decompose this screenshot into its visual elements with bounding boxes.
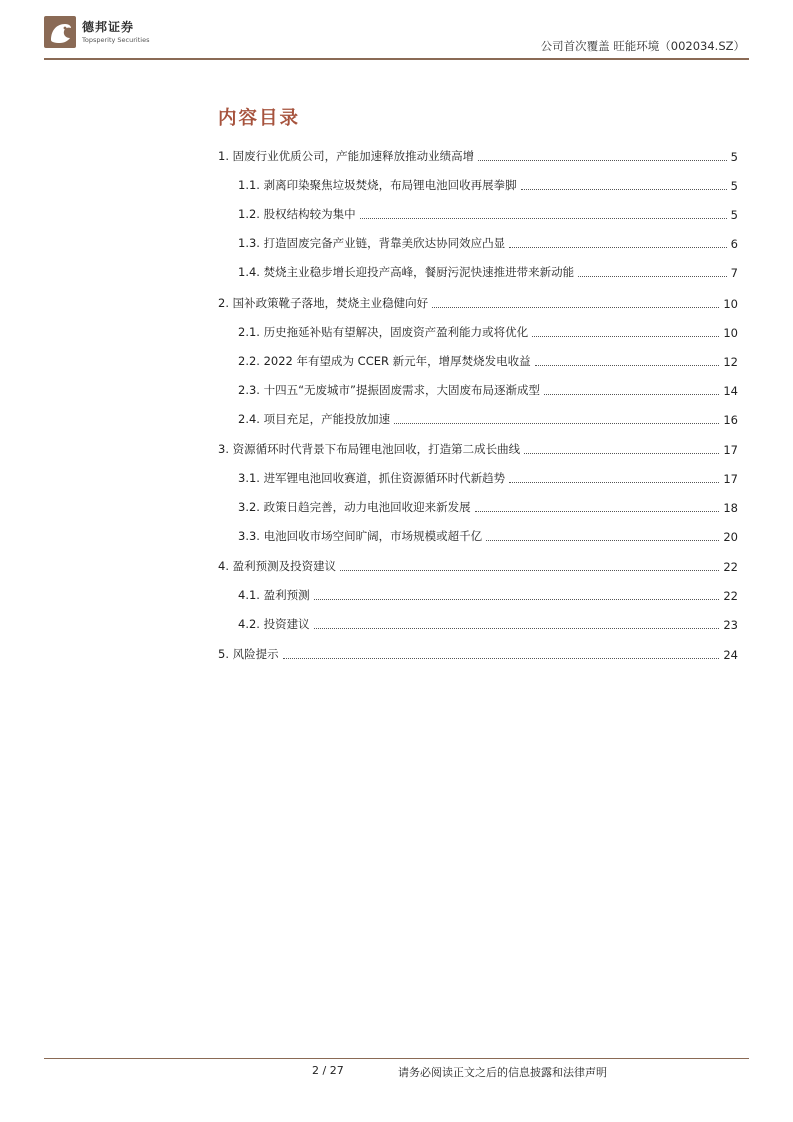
toc-entry-page: 20 [723,530,738,544]
toc-entry[interactable] [238,235,738,251]
toc-entry-page: 16 [723,413,738,427]
toc-leader [524,453,719,454]
toc-entry-page: 23 [723,618,738,632]
toc-leader [532,336,719,337]
toc-leader [521,189,727,190]
toc-entry-page: 22 [723,589,738,603]
toc-entry-label: 3.2. 政策日趋完善，动力电池回收迎来新发展 [238,500,471,514]
toc-entry[interactable] [238,470,738,486]
toc-entry-label: 4.1. 盈利预测 [238,588,310,602]
toc-leader [535,365,720,366]
toc-leader [544,394,719,395]
toc-leader [432,307,719,308]
toc-entry-label: 2.3. 十四五“无废城市”提振固废需求，大固废布局逐渐成型 [238,383,541,397]
toc-entry[interactable] [238,616,738,632]
toc-entry-page: 22 [723,560,738,574]
toc-leader [509,247,727,248]
legal-disclaimer: 请务必阅读正文之后的信息披露和法律声明 [398,1066,607,1079]
toc-entry[interactable] [238,411,738,427]
company-logo [44,16,184,48]
header-divider [44,58,749,60]
report-title: 公司首次覆盖 旺能环境（002034.SZ） [540,39,745,53]
toc-entry[interactable] [218,441,738,457]
toc-entry-page: 24 [723,648,738,662]
toc-entry[interactable] [238,587,738,603]
toc-entry-page: 18 [723,501,738,515]
toc-entry-page: 5 [730,150,738,164]
toc-entry[interactable] [238,264,738,280]
toc-leader [360,218,727,219]
toc-entry-label: 1. 固废行业优质公司，产能加速释放推动业绩高增 [218,149,475,163]
toc-entry-label: 2.2. 2022 年有望成为 CCER 新元年，增厚焚烧发电收益 [238,354,531,368]
toc-entry-page: 14 [723,384,738,398]
toc-leader [283,658,720,659]
toc-entry-page: 6 [730,237,738,251]
toc-entry-label: 1.4. 焚烧主业稳步增长迎投产高峰，餐厨污泥快速推进带来新动能 [238,265,575,279]
toc-entry-label: 2. 国补政策靴子落地，焚烧主业稳健向好 [218,296,429,310]
toc-leader [486,540,719,541]
toc-entry[interactable] [218,148,738,164]
toc-leader [394,423,719,424]
toc-entry-label: 3.3. 电池回收市场空间旷阔，市场规模或超千亿 [238,529,483,543]
toc-leader [314,628,720,629]
toc-entry[interactable] [218,646,738,662]
toc-leader [578,276,727,277]
toc-entry-label: 2.1. 历史拖延补贴有望解决，固废资产盈利能力或将优化 [238,325,529,339]
toc-entry-label: 4. 盈利预测及投资建议 [218,559,337,573]
toc-entry[interactable] [238,499,738,515]
logo-cn-text: 德邦证券 [82,20,135,34]
toc-entry[interactable] [238,206,738,222]
toc-entry-page: 10 [723,297,738,311]
logo-mark-icon [44,16,76,48]
toc-entry-page: 17 [723,472,738,486]
toc-entry-label: 1.2. 股权结构较为集中 [238,207,356,221]
toc-leader [314,599,720,600]
toc-entry-label: 3. 资源循环时代背景下布局锂电池回收，打造第二成长曲线 [218,442,521,456]
toc-entry[interactable] [218,295,738,311]
toc-entry[interactable] [238,382,738,398]
toc-entry[interactable] [238,177,738,193]
toc-entry[interactable] [238,528,738,544]
toc-entry[interactable] [238,353,738,369]
toc-entry[interactable] [218,558,738,574]
toc-leader [509,482,719,483]
toc-leader [475,511,720,512]
toc-leader [340,570,719,571]
toc-entry-label: 2.4. 项目充足，产能投放加速 [238,412,391,426]
toc-entry-label: 4.2. 投资建议 [238,617,310,631]
logo-en-text: Topsperity Securities [82,36,150,44]
toc-entry-page: 7 [730,266,738,280]
page-number: 2 / 27 [312,1064,344,1077]
toc-entry-label: 1.3. 打造固废完备产业链，背靠美欣达协同效应凸显 [238,236,506,250]
toc-entry-label: 5. 风险提示 [218,647,279,661]
toc-entry-page: 10 [723,326,738,340]
toc-entry-page: 17 [723,443,738,457]
toc-entry-label: 3.1. 进军锂电池回收赛道，抓住资源循环时代新趋势 [238,471,506,485]
footer-divider [44,1058,749,1059]
toc-leader [478,160,727,161]
toc-entry-page: 5 [730,208,738,222]
toc-entry-page: 12 [723,355,738,369]
toc-entry-page: 5 [730,179,738,193]
toc-entry-label: 1.1. 剥离印染聚焦垃圾焚烧，布局锂电池回收再展拳脚 [238,178,517,192]
toc-title: 内容目录 [218,108,301,129]
toc-entry[interactable] [238,324,738,340]
